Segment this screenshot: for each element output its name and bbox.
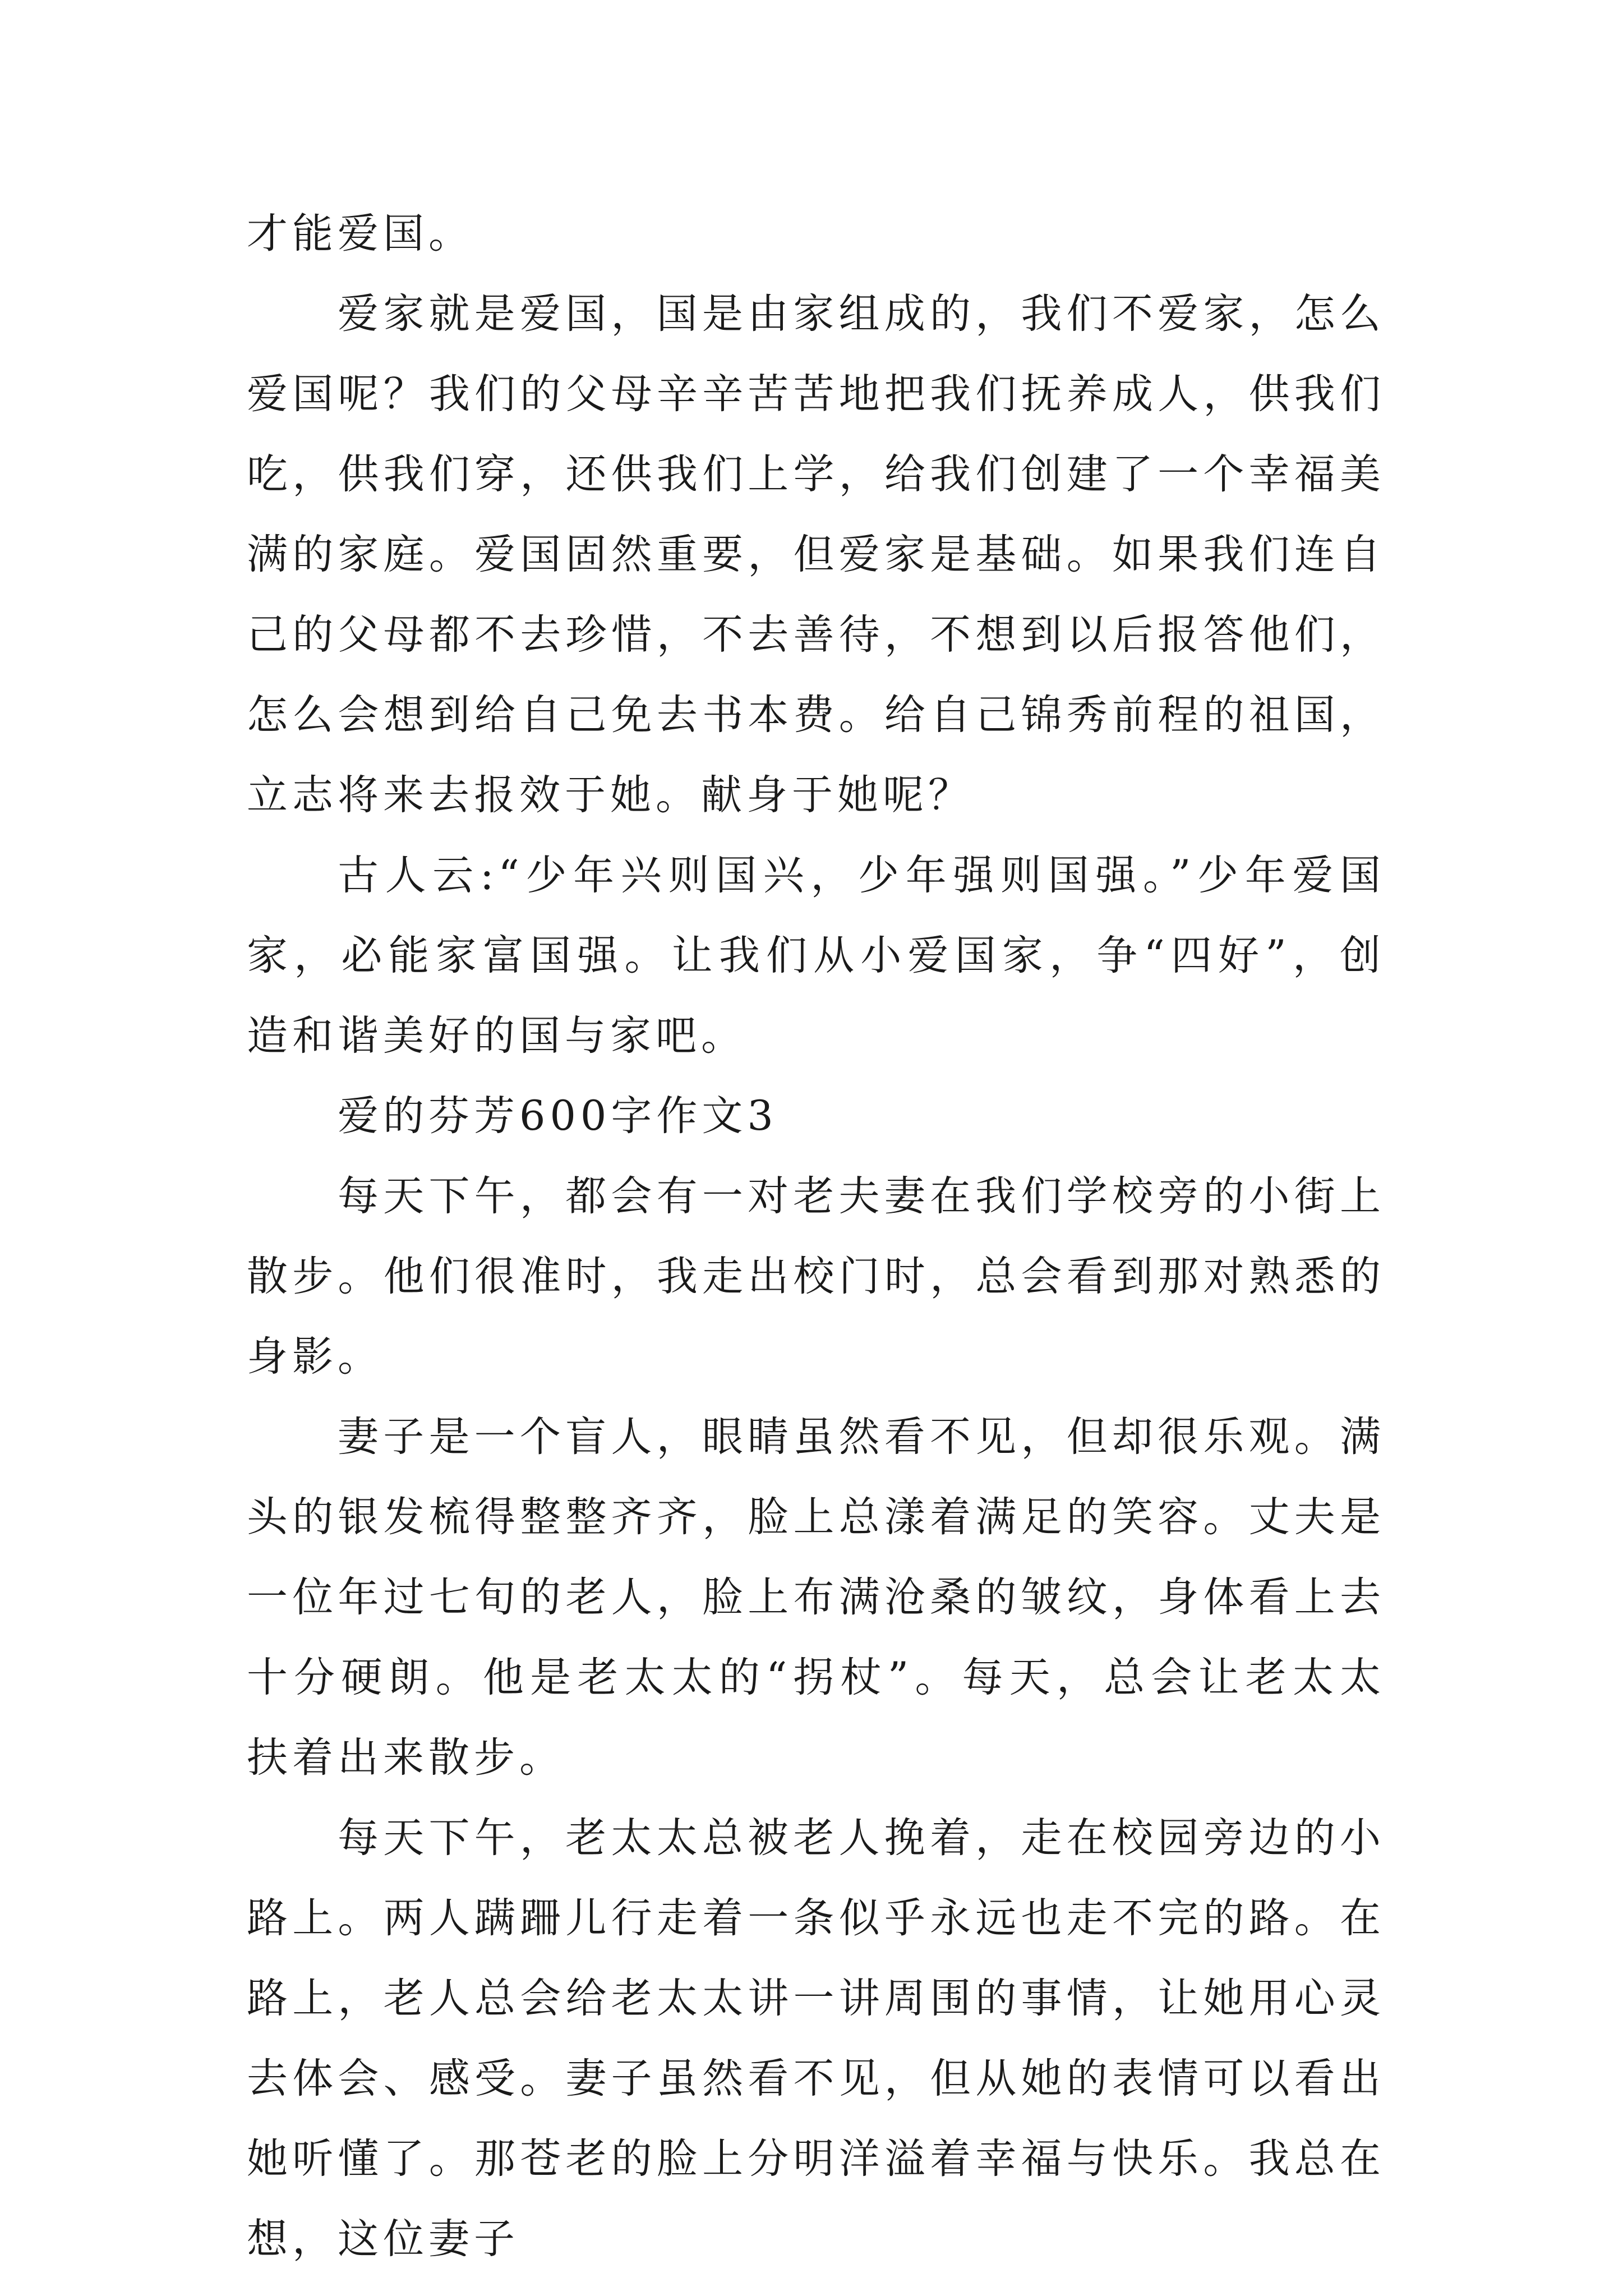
paragraph-5: 妻子是一个盲人，眼睛虽然看不见，但却很乐观。满头的银发梳得整整齐齐，脸上总漾着满足的笑容。丈夫是一位年过七旬的老人，脸上布满沧桑的皱纹，身体看上去十分硬朗。他是老太太的“拐杖”。每天，总会让老太太扶着出来散步。	[247, 1413, 1385, 1782]
section-heading: 爱的芬芳600字作文3	[338, 1092, 778, 1140]
paragraph-4: 每天下午，都会有一对老夫妻在我们学校旁的小街上散步。他们很准时，我走出校门时，总会看到那对熟悉的身影。	[247, 1172, 1385, 1381]
paragraph-2: 爱家就是爱国，国是由家组成的，我们不爱家，怎么爱国呢？我们的父母辛辛苦苦地把我们抚养成人，供我们吃，供我们穿，还供我们上学，给我们创建了一个幸福美满的家庭。爱国固然重要，但爱家是基础。如果我们连自己的父母都不去珍惜，不去善待，不想到以后报答他们，怎么会想到给自己免去书本费。给自己锦秀前程的祖国，立志将来去报效于她。献身于她呢？	[247, 290, 1385, 819]
paragraph-6: 每天下午，老太太总被老人挽着，走在校园旁边的小路上。两人蹒跚儿行走着一条似乎永远也走不完的路。在路上，老人总会给老太太讲一讲周围的事情，让她用心灵去体会、感受。妻子虽然看不见，但从她的表情可以看出她听懂了。那苍老的脸上分明洋溢着幸福与快乐。我总在想，这位妻子	[247, 1814, 1385, 2263]
paragraph-1: 才能爱国。	[247, 210, 474, 257]
paragraph-3: 古人云:“少年兴则国兴，少年强则国强。”少年爱国家，必能家富国强。让我们从小爱国家，争“四好”，创造和谐美好的国与家吧。	[247, 852, 1385, 1060]
document-body	[247, 194, 1385, 2279]
